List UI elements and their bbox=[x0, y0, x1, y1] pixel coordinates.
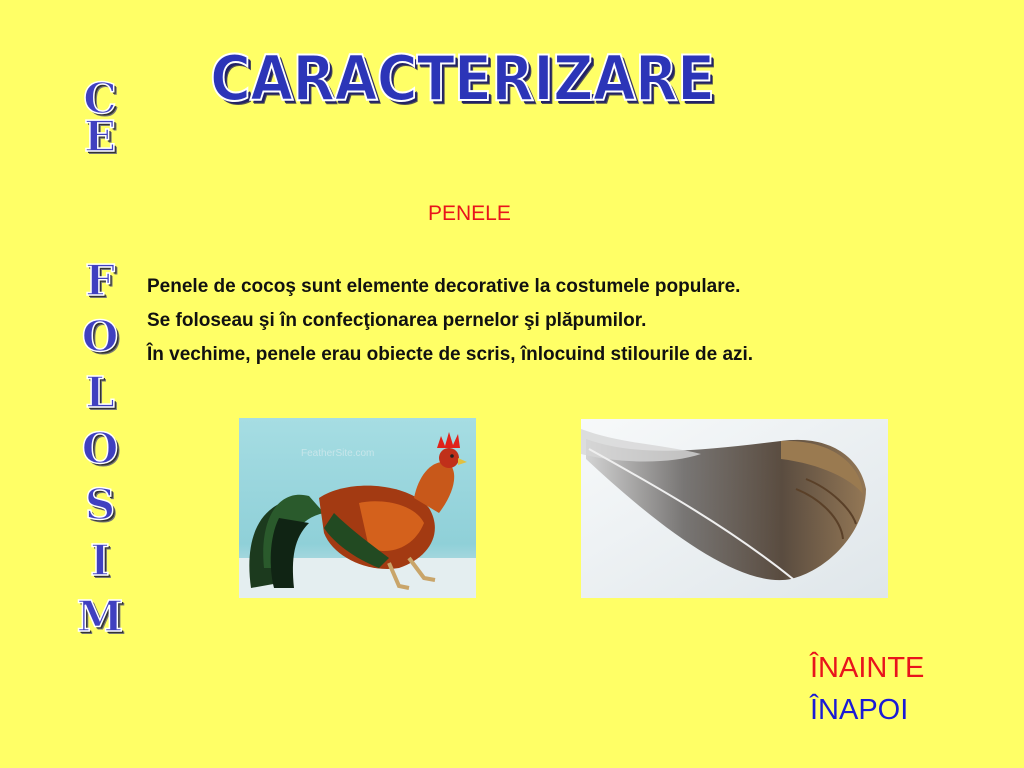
vertical-letter: O bbox=[81, 424, 119, 473]
next-link[interactable]: ÎNAINTE bbox=[810, 652, 925, 684]
vertical-word-ce bbox=[60, 74, 140, 161]
description-text bbox=[147, 270, 753, 372]
vertical-word-folosim bbox=[60, 256, 140, 652]
vertical-letter: O bbox=[81, 312, 119, 361]
vertical-letter: I bbox=[90, 536, 110, 585]
section-subtitle: PENELE bbox=[428, 202, 511, 225]
vertical-letter: F bbox=[85, 256, 115, 305]
vertical-letter: M bbox=[76, 592, 124, 641]
back-link[interactable]: ÎNAPOI bbox=[810, 694, 909, 726]
vertical-letter: E bbox=[83, 112, 116, 161]
feather-image bbox=[581, 419, 888, 598]
description-line: Se foloseau şi în confecţionarea pernelor şi plăpumilor. bbox=[147, 310, 647, 331]
vertical-letter: L bbox=[85, 368, 115, 417]
vertical-letter: S bbox=[84, 480, 116, 529]
vertical-letter: C bbox=[83, 74, 117, 123]
description-line: În vechime, penele erau obiecte de scris, înlocuind stilourile de azi. bbox=[147, 344, 754, 365]
description-line: Penele de cocoş sunt elemente decorative la costumele populare. bbox=[147, 276, 741, 297]
slide-title: CARACTERIZARE bbox=[210, 42, 715, 115]
watermark-text: FeatherSite.com bbox=[301, 448, 375, 459]
rooster-image bbox=[239, 418, 476, 598]
